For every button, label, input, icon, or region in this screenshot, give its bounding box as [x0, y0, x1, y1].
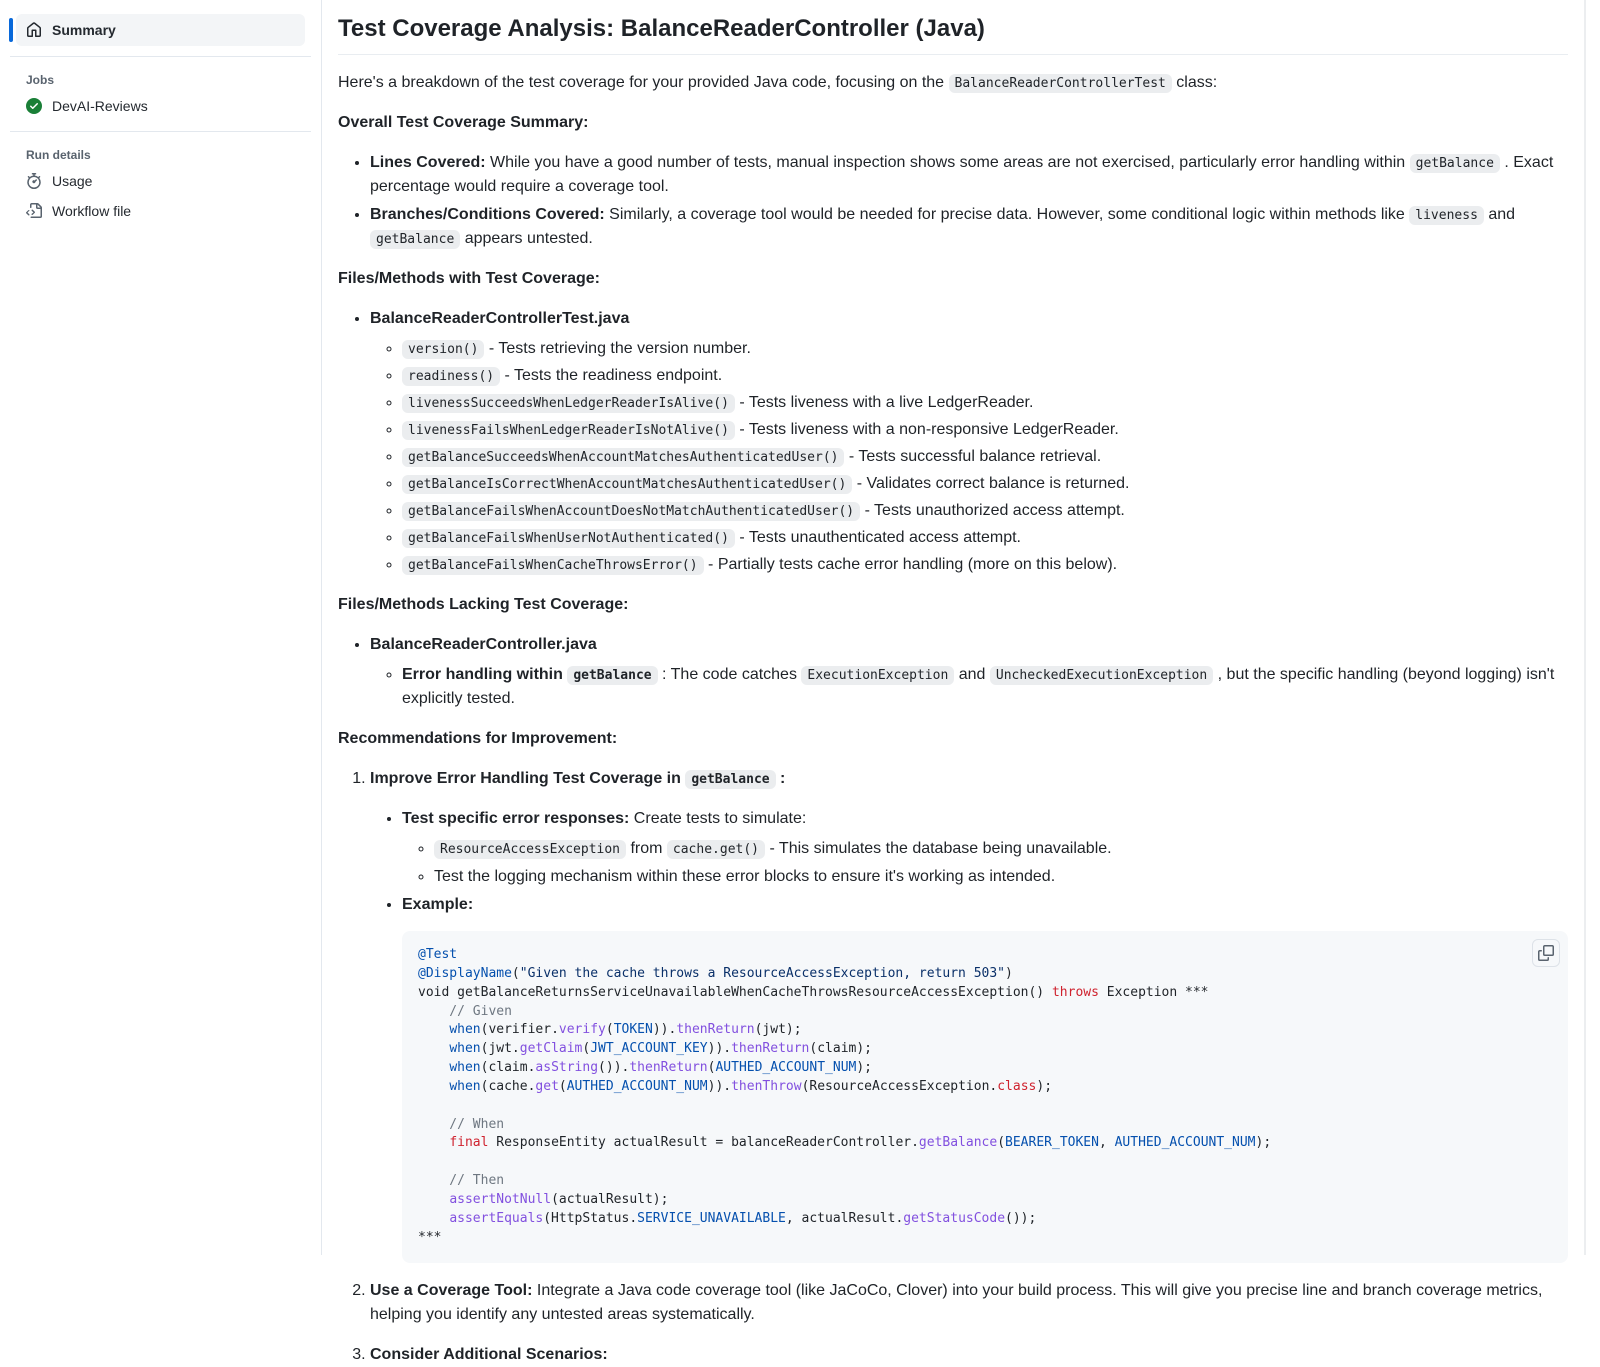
code-token: "Given the cache throws a ResourceAccessException, return 503"	[519, 965, 1006, 981]
text-segment: While you have a good number of tests, manual inspection shows some areas are not exercised, particularly error handling within	[485, 154, 1410, 171]
with-coverage-list	[338, 307, 1568, 577]
text-segment: . Exact percentage would require a coverage tool.	[370, 154, 1554, 195]
code-token: assertEquals	[449, 1210, 544, 1226]
code-token: // Given	[418, 1003, 512, 1019]
list-item	[402, 337, 1568, 361]
list-item	[402, 418, 1568, 442]
scrollbar-track[interactable]	[1584, 0, 1586, 1255]
summary-content	[322, 0, 1600, 1363]
sidebar-item-workflow-file[interactable]	[16, 196, 305, 226]
recommendation-3	[370, 1343, 1568, 1367]
code-token: ()).	[598, 1060, 630, 1076]
inline-code: getBalance	[685, 770, 775, 789]
text-segment: - Tests retrieving the version number.	[484, 340, 751, 357]
inline-code: version()	[402, 340, 484, 359]
list-item	[402, 499, 1568, 523]
text-segment: Error handling within	[402, 666, 568, 683]
text-segment: Test specific error responses:	[402, 810, 630, 827]
text-segment: - Validates correct balance is returned.	[852, 475, 1130, 492]
stopwatch-icon	[26, 173, 42, 189]
inline-code: livenessFailsWhenLedgerReaderIsNotAlive()	[402, 421, 735, 440]
code-token: (jwt.	[480, 1041, 520, 1057]
code-token: )	[1005, 965, 1013, 981]
square-list	[402, 837, 1568, 889]
code-token: (HttpStatus.	[543, 1210, 638, 1226]
lacking-coverage-list	[338, 633, 1568, 711]
text-segment: Similarly, a coverage tool would be needed for precise data. However, some conditional logic within methods like	[604, 206, 1410, 223]
inline-code: getBalance	[370, 230, 460, 249]
code-token	[418, 1022, 449, 1037]
list-item	[402, 472, 1568, 496]
job-name: DevAI-Reviews	[52, 97, 148, 114]
list-item-file	[370, 307, 1568, 577]
text-segment: Improve Error Handling Test Coverage in	[370, 770, 686, 787]
code-token: (	[558, 1078, 567, 1094]
code-token: // When	[418, 1116, 505, 1132]
file-name: BalanceReaderController.java	[370, 636, 597, 653]
list-item	[370, 203, 1568, 251]
code-token: ResponseEntity actualResult = balanceReaderController.	[488, 1135, 919, 1151]
code-token: get	[535, 1078, 559, 1094]
inline-code: cache.get()	[667, 840, 765, 859]
text-segment: Create tests to simulate:	[629, 810, 807, 827]
code-token	[418, 1135, 449, 1150]
code-token: );	[1255, 1135, 1272, 1151]
check-circle-icon	[26, 98, 42, 114]
text-segment: Use a Coverage Tool:	[370, 1281, 533, 1299]
text-segment: - Tests successful balance retrieval.	[844, 448, 1102, 465]
recommendations-list	[338, 767, 1568, 1367]
code-token: @Test	[418, 947, 458, 962]
code-token: (	[997, 1135, 1006, 1151]
list-item	[434, 837, 1568, 861]
code-token: (	[605, 1022, 614, 1038]
code-token: , actualResult.	[785, 1210, 904, 1226]
code-token: (claim.	[480, 1060, 536, 1076]
code-token: class	[997, 1078, 1037, 1094]
example-label: Example:	[402, 896, 474, 913]
text-segment: and	[1483, 206, 1516, 223]
page-title: Test Coverage Analysis: BalanceReaderController (Java)	[338, 14, 1568, 55]
overall-summary-list	[338, 151, 1568, 251]
code-token: when	[449, 1078, 481, 1094]
text-segment: - Tests unauthenticated access attempt.	[734, 529, 1021, 546]
list-item	[402, 663, 1568, 711]
code-token: when	[449, 1060, 481, 1076]
sidebar-item-usage[interactable]	[16, 166, 305, 196]
inline-code: liveness	[1409, 206, 1484, 225]
code-token: Exception ***	[1098, 984, 1209, 1000]
list-item-example	[402, 893, 1568, 1263]
active-indicator	[9, 18, 13, 42]
list-item	[402, 391, 1568, 415]
inline-code: getBalanceFailsWhenCacheThrowsError()	[402, 556, 704, 575]
text-segment: :	[775, 770, 786, 787]
inline-code: UncheckedExecutionException	[990, 666, 1213, 685]
code-token: ***	[418, 1229, 442, 1245]
list-item	[402, 364, 1568, 388]
code-block	[402, 931, 1568, 1263]
code-token: final	[449, 1135, 489, 1151]
list-item	[402, 807, 1568, 889]
usage-label: Usage	[52, 172, 93, 189]
text-segment: - This simulates the database being unavailable.	[765, 840, 1112, 857]
list-item	[434, 865, 1568, 889]
code-token	[418, 1211, 449, 1226]
text-segment: Consider Additional Scenarios:	[370, 1345, 608, 1363]
recommendation-title	[370, 1279, 1568, 1327]
code-token: )).	[652, 1022, 677, 1038]
sidebar-item-label: Summary	[52, 21, 116, 38]
heading-with-coverage: Files/Methods with Test Coverage:	[338, 270, 600, 287]
heading-lacking-coverage: Files/Methods Lacking Test Coverage:	[338, 596, 629, 613]
workflow-file-label: Workflow file	[52, 202, 132, 219]
recommendation-2	[370, 1279, 1568, 1327]
code-token: when	[449, 1022, 481, 1038]
code-token: ());	[1005, 1210, 1037, 1226]
divider	[10, 131, 311, 132]
text-segment: : The code catches	[657, 666, 802, 683]
code-token: );	[856, 1060, 873, 1076]
file-code-icon	[26, 203, 42, 219]
inline-code: getBalanceFailsWhenAccountDoesNotMatchAuthenticatedUser()	[402, 502, 860, 521]
code-token: AUTHED_ACCOUNT_NUM	[566, 1078, 708, 1094]
list-item	[402, 553, 1568, 577]
intro-paragraph	[338, 71, 1568, 95]
sidebar-item-summary[interactable]	[16, 14, 305, 46]
code-token: verify	[558, 1022, 606, 1038]
code-token: (verifier.	[480, 1022, 559, 1038]
code-token: ,	[1098, 1135, 1115, 1151]
inline-code: getBalanceIsCorrectWhenAccountMatchesAuthenticatedUser()	[402, 475, 852, 494]
list-item	[402, 445, 1568, 469]
text-segment: - Tests liveness with a non-responsive LedgerReader.	[734, 421, 1119, 438]
inline-code: getBalance	[1410, 154, 1500, 173]
inline-code: BalanceReaderControllerTest	[949, 74, 1172, 93]
code-token: @DisplayName	[418, 965, 512, 981]
code-token: (	[511, 965, 520, 981]
text-segment: Test the logging mechanism within these error blocks to ensure it's working as intended.	[434, 868, 1056, 885]
recommendation-sublist	[370, 807, 1568, 1263]
text-segment: Lines Covered:	[370, 154, 486, 171]
text-segment: and	[954, 666, 990, 683]
text-segment: Integrate a Java code coverage tool (like JaCoCo, Clover) into your build process. This will give you precise line and branch coverage metrics, helping you identify any untested areas systematically.	[370, 1281, 1543, 1323]
code-token: thenThrow	[731, 1078, 802, 1094]
code-token: TOKEN	[613, 1022, 653, 1038]
text-segment: - Tests liveness with a live LedgerReader.	[734, 394, 1034, 411]
inline-code: ResourceAccessException	[434, 840, 626, 859]
code-token: (claim);	[809, 1041, 873, 1057]
code-token: getClaim	[519, 1041, 583, 1057]
text-segment: , but the specific handling (beyond logging) isn't explicitly tested.	[402, 666, 1555, 707]
file-name: BalanceReaderControllerTest.java	[370, 310, 630, 327]
text-segment: - Partially tests cache error handling (more on this below).	[703, 556, 1118, 573]
code-token: getBalance	[918, 1135, 998, 1151]
heading-overall-summary: Overall Test Coverage Summary:	[338, 114, 589, 131]
recommendation-title	[370, 1343, 1568, 1367]
copy-code-button[interactable]	[1532, 939, 1560, 967]
text-segment: appears untested.	[460, 230, 593, 247]
code-token: thenReturn	[731, 1041, 810, 1057]
code-token	[418, 1041, 449, 1056]
text-segment: class:	[1171, 74, 1218, 91]
inline-code: ExecutionException	[801, 666, 954, 685]
sub-item-text	[402, 810, 806, 827]
list-item	[370, 151, 1568, 199]
code-token: BEARER_TOKEN	[1005, 1135, 1099, 1151]
recommendation-title	[370, 767, 1568, 791]
code-token: when	[449, 1041, 481, 1057]
code-token: throws	[1051, 984, 1099, 1000]
code-token: (actualResult);	[551, 1191, 669, 1207]
heading-recommendations: Recommendations for Improvement:	[338, 730, 618, 747]
inline-code: readiness()	[402, 367, 500, 386]
code-token: thenReturn	[629, 1060, 708, 1076]
code-token: (cache.	[480, 1078, 536, 1094]
text-segment: Here's a breakdown of the test coverage for your provided Java code, focusing on the	[338, 74, 949, 91]
code-content	[418, 946, 1552, 1248]
inline-code: getBalance	[567, 666, 657, 685]
sidebar-item-job-devai-reviews[interactable]	[16, 91, 305, 121]
code-token: )).	[707, 1041, 732, 1057]
inline-code: getBalanceSucceedsWhenAccountMatchesAuthenticatedUser()	[402, 448, 844, 467]
code-token: // Then	[418, 1173, 505, 1189]
code-token: );	[1036, 1078, 1053, 1094]
inline-code: getBalanceFailsWhenUserNotAuthenticated()	[402, 529, 735, 548]
code-token: AUTHED_ACCOUNT_NUM	[715, 1060, 857, 1076]
run-details-section-label: Run details	[26, 148, 91, 162]
code-token: )).	[707, 1078, 732, 1094]
code-token: (jwt);	[754, 1022, 802, 1038]
code-token	[418, 1060, 449, 1075]
home-icon	[26, 22, 42, 38]
code-token: (	[707, 1060, 716, 1076]
text-segment: from	[626, 840, 667, 857]
inline-code: livenessSucceedsWhenLedgerReaderIsAlive()	[402, 394, 735, 413]
recommendation-1	[370, 767, 1568, 1263]
code-token: thenReturn	[676, 1022, 755, 1038]
code-token: assertNotNull	[449, 1191, 552, 1207]
lacking-items	[370, 663, 1568, 711]
text-segment: Branches/Conditions Covered:	[370, 206, 605, 223]
code-token: (ResourceAccessException.	[801, 1078, 998, 1094]
code-token: asString	[535, 1060, 599, 1076]
code-token	[418, 1192, 449, 1207]
text-segment: - Tests unauthorized access attempt.	[860, 502, 1125, 519]
code-token: JWT_ACCOUNT_KEY	[590, 1041, 708, 1057]
code-token: AUTHED_ACCOUNT_NUM	[1114, 1135, 1256, 1151]
sidebar	[0, 0, 322, 1255]
code-token: (	[582, 1041, 591, 1057]
code-token: SERVICE_UNAVAILABLE	[637, 1210, 786, 1226]
code-token: getStatusCode	[903, 1210, 1006, 1226]
list-item-file	[370, 633, 1568, 711]
jobs-section-label: Jobs	[26, 73, 55, 87]
divider	[10, 56, 311, 57]
text-segment: - Tests the readiness endpoint.	[500, 367, 723, 384]
copy-icon	[1538, 945, 1554, 961]
test-method-list	[370, 337, 1568, 577]
code-token: void getBalanceReturnsServiceUnavailableWhenCacheThrowsResourceAccessException()	[418, 984, 1052, 1000]
code-token	[418, 1079, 449, 1094]
list-item	[402, 526, 1568, 550]
